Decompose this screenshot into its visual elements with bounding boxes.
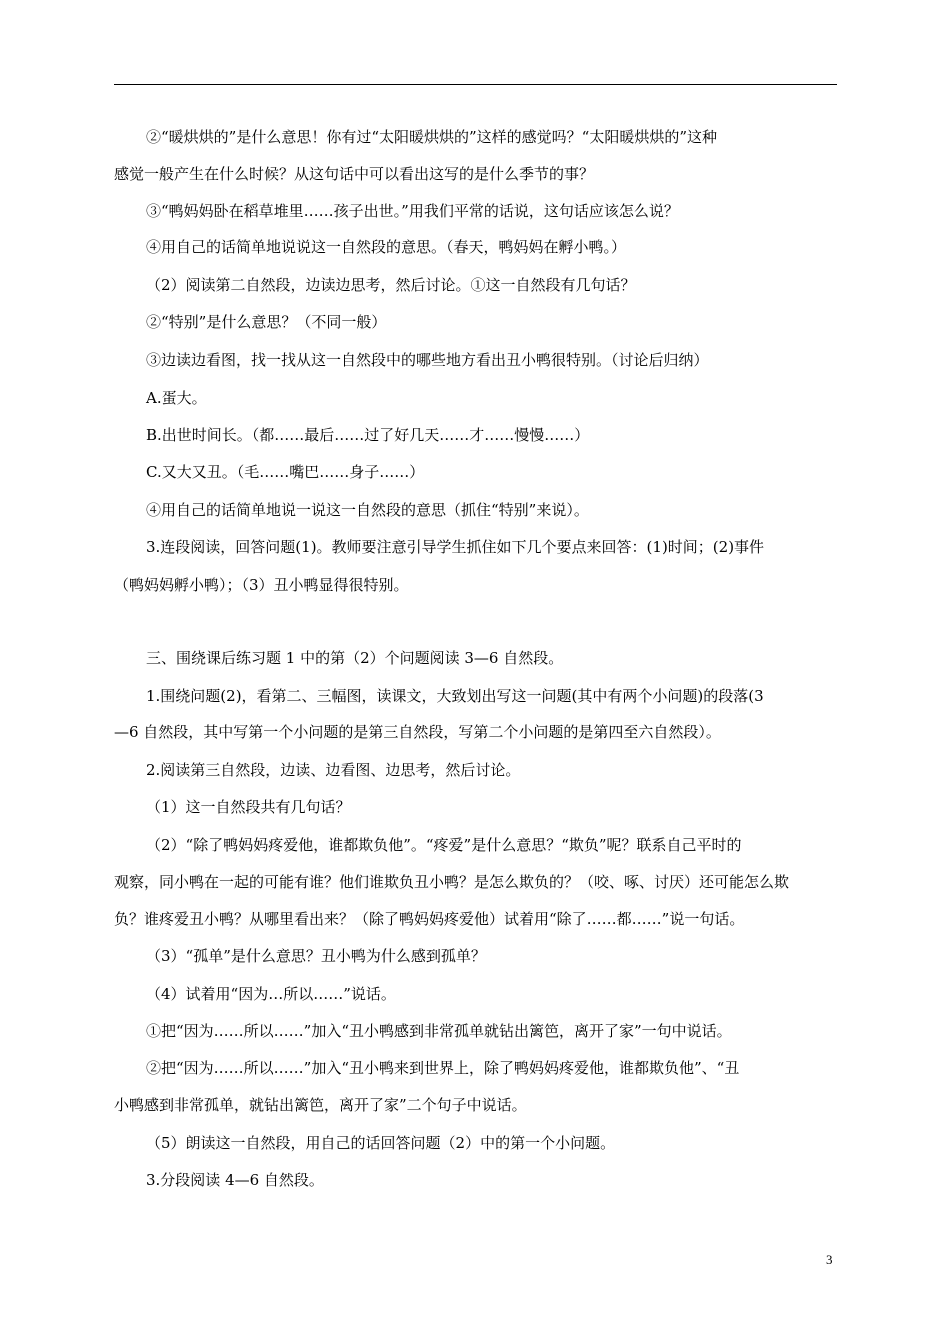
text-line: 感觉一般产生在什么时候？从这句话中可以看出这写的是什么季节的事？ bbox=[114, 165, 595, 183]
text-line: 小鸭感到非常孤单，就钻出篱笆，离开了家”二个句子中说话。 bbox=[114, 1096, 527, 1114]
text-line: （鸭妈妈孵小鸭）；（3）丑小鸭显得很特别。 bbox=[114, 576, 409, 594]
text-line: （1）这一自然段共有几句话？ bbox=[146, 798, 351, 816]
text-line: ②“特别”是什么意思？（不同一般） bbox=[146, 313, 387, 331]
text-line: （4）试着用“因为…所以……”说话。 bbox=[146, 985, 396, 1003]
text-line: 3.连段阅读，回答问题(1)。教师要注意引导学生抓住如下几个要点来回答：(1)时间；(2)事件 bbox=[146, 538, 765, 556]
text-line: ④用自己的话简单地说一说这一自然段的意思（抓住“特别”来说）。 bbox=[146, 501, 589, 519]
page-number: 3 bbox=[826, 1252, 833, 1267]
text-line: 3.分段阅读 4—6 自然段。 bbox=[146, 1171, 324, 1189]
text-line: 1.围绕问题(2)，看第二、三幅图，读课文，大致划出写这一问题(其中有两个小问题)的段落(3 bbox=[146, 687, 764, 705]
text-line: —6 自然段，其中写第一个小问题的是第三自然段，写第二个小问题的是第四至六自然段）。 bbox=[114, 723, 721, 741]
text-line: ③边读边看图，找一找从这一自然段中的哪些地方看出丑小鸭很特别。（讨论后归纳） bbox=[146, 351, 709, 369]
text-line: （5）朗读这一自然段，用自己的话回答问题（2）中的第一个小问题。 bbox=[146, 1134, 616, 1152]
text-line: B.出世时间长。（都……最后……过了好几天……才……慢慢……） bbox=[146, 426, 590, 444]
text-line: ①把“因为……所以……”加入“丑小鸭感到非常孤单就钻出篱笆，离开了家”一句中说话。 bbox=[146, 1022, 732, 1040]
text-line: （2）阅读第二自然段，边读边思考，然后讨论。①这一自然段有几句话？ bbox=[146, 276, 636, 294]
text-line: （2）“除了鸭妈妈疼爱他，谁都欺负他”。“疼爱”是什么意思？“欺负”呢？联系自己平时的 bbox=[146, 836, 742, 854]
text-line: ④用自己的话简单地说说这一自然段的意思。（春天，鸭妈妈在孵小鸭。） bbox=[146, 238, 627, 256]
text-line: ②把“因为……所以……”加入“丑小鸭来到世界上，除了鸭妈妈疼爱他，谁都欺负他”、“丑 bbox=[146, 1059, 740, 1077]
text-line: 负？谁疼爱丑小鸭？从哪里看出来？（除了鸭妈妈疼爱他）试着用“除了……都……”说一句话。 bbox=[114, 910, 745, 928]
text-line: ③“鸭妈妈卧在稻草堆里……孩子出世。”用我们平常的话说，这句话应该怎么说？ bbox=[146, 202, 679, 220]
header-rule bbox=[114, 84, 837, 85]
section-heading: 三、围绕课后练习题 1 中的第（2）个问题阅读 3—6 自然段。 bbox=[146, 649, 564, 667]
text-line: 观察，同小鸭在一起的可能有谁？他们谁欺负丑小鸭？是怎么欺负的？（咬、啄、讨厌）还可能怎么欺 bbox=[114, 873, 790, 891]
text-line: 2.阅读第三自然段，边读、边看图、边思考，然后讨论。 bbox=[146, 761, 521, 779]
text-line: （3）“孤单”是什么意思？丑小鸭为什么感到孤单？ bbox=[146, 947, 486, 965]
text-line: C.又大又丑。（毛……嘴巴……身子……） bbox=[146, 463, 425, 481]
text-line: A.蛋大。 bbox=[146, 389, 207, 407]
text-line: ②“暖烘烘的”是什么意思！你有过“太阳暖烘烘的”这样的感觉吗？“太阳暖烘烘的”这种 bbox=[146, 128, 718, 146]
